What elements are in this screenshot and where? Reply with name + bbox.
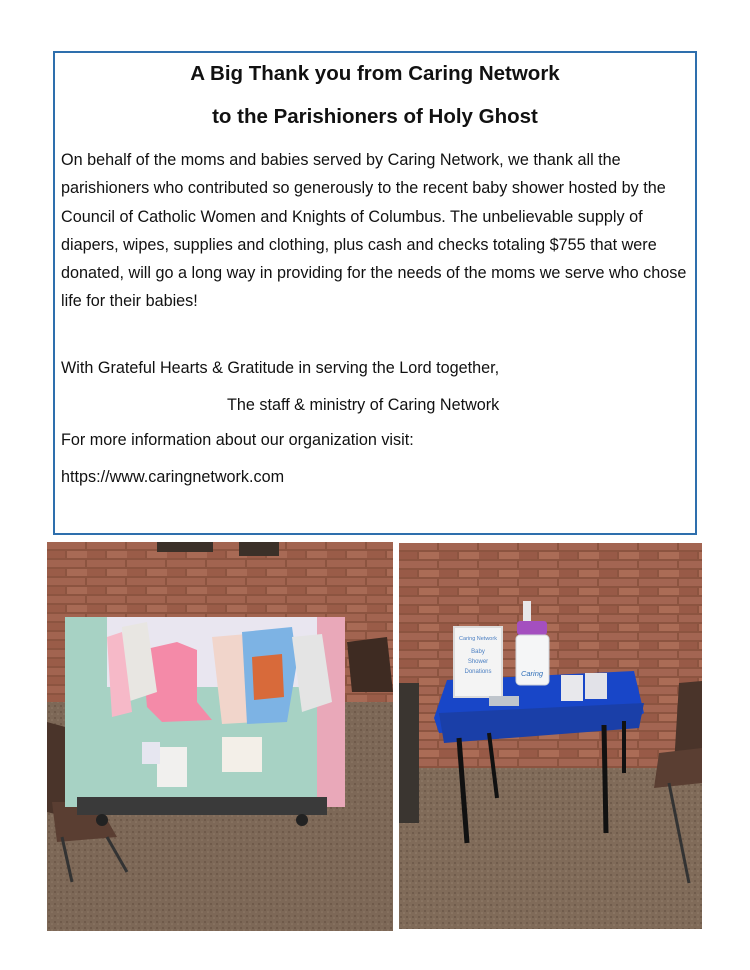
photo-baby-clothes-display: [47, 542, 393, 931]
letter-title-line-2: to the Parishioners of Holy Ghost: [212, 105, 538, 128]
more-info-prompt: For more information about our organization visit:: [61, 431, 414, 449]
sign-text-caring-network: Caring Network: [459, 636, 497, 642]
sign-text-baby: Baby: [471, 649, 485, 655]
bottle-label: Caring: [520, 669, 544, 678]
baby-clothes-illustration: [47, 542, 393, 931]
letter-title-line-1: A Big Thank you from Caring Network: [190, 62, 560, 85]
letter-body: On behalf of the moms and babies served by Caring Network, we thank all the parishioners who contributed so generously to the recent baby shower hosted by the Council of Catholic Women and Knights of Columbus. The unbelievable supply of diapers, wipes, supplies and clothing, plus cash and checks totaling $755 that were donated, will go a long way in providing for the needs of the moms we serve who chose life for their babies!: [61, 151, 687, 311]
sign-text-donations: Donations: [464, 669, 492, 675]
letter-closing: With Grateful Hearts & Gratitude in serving the Lord together,: [61, 359, 500, 377]
letter-signature: The staff & ministry of Caring Network: [227, 396, 500, 414]
donation-table-illustration: [399, 543, 702, 929]
sign-text-shower: Shower: [467, 659, 489, 665]
thank-you-letter: [53, 51, 697, 535]
website-url: https://www.caringnetwork.com: [61, 468, 285, 486]
photo-donation-table: [399, 543, 702, 929]
